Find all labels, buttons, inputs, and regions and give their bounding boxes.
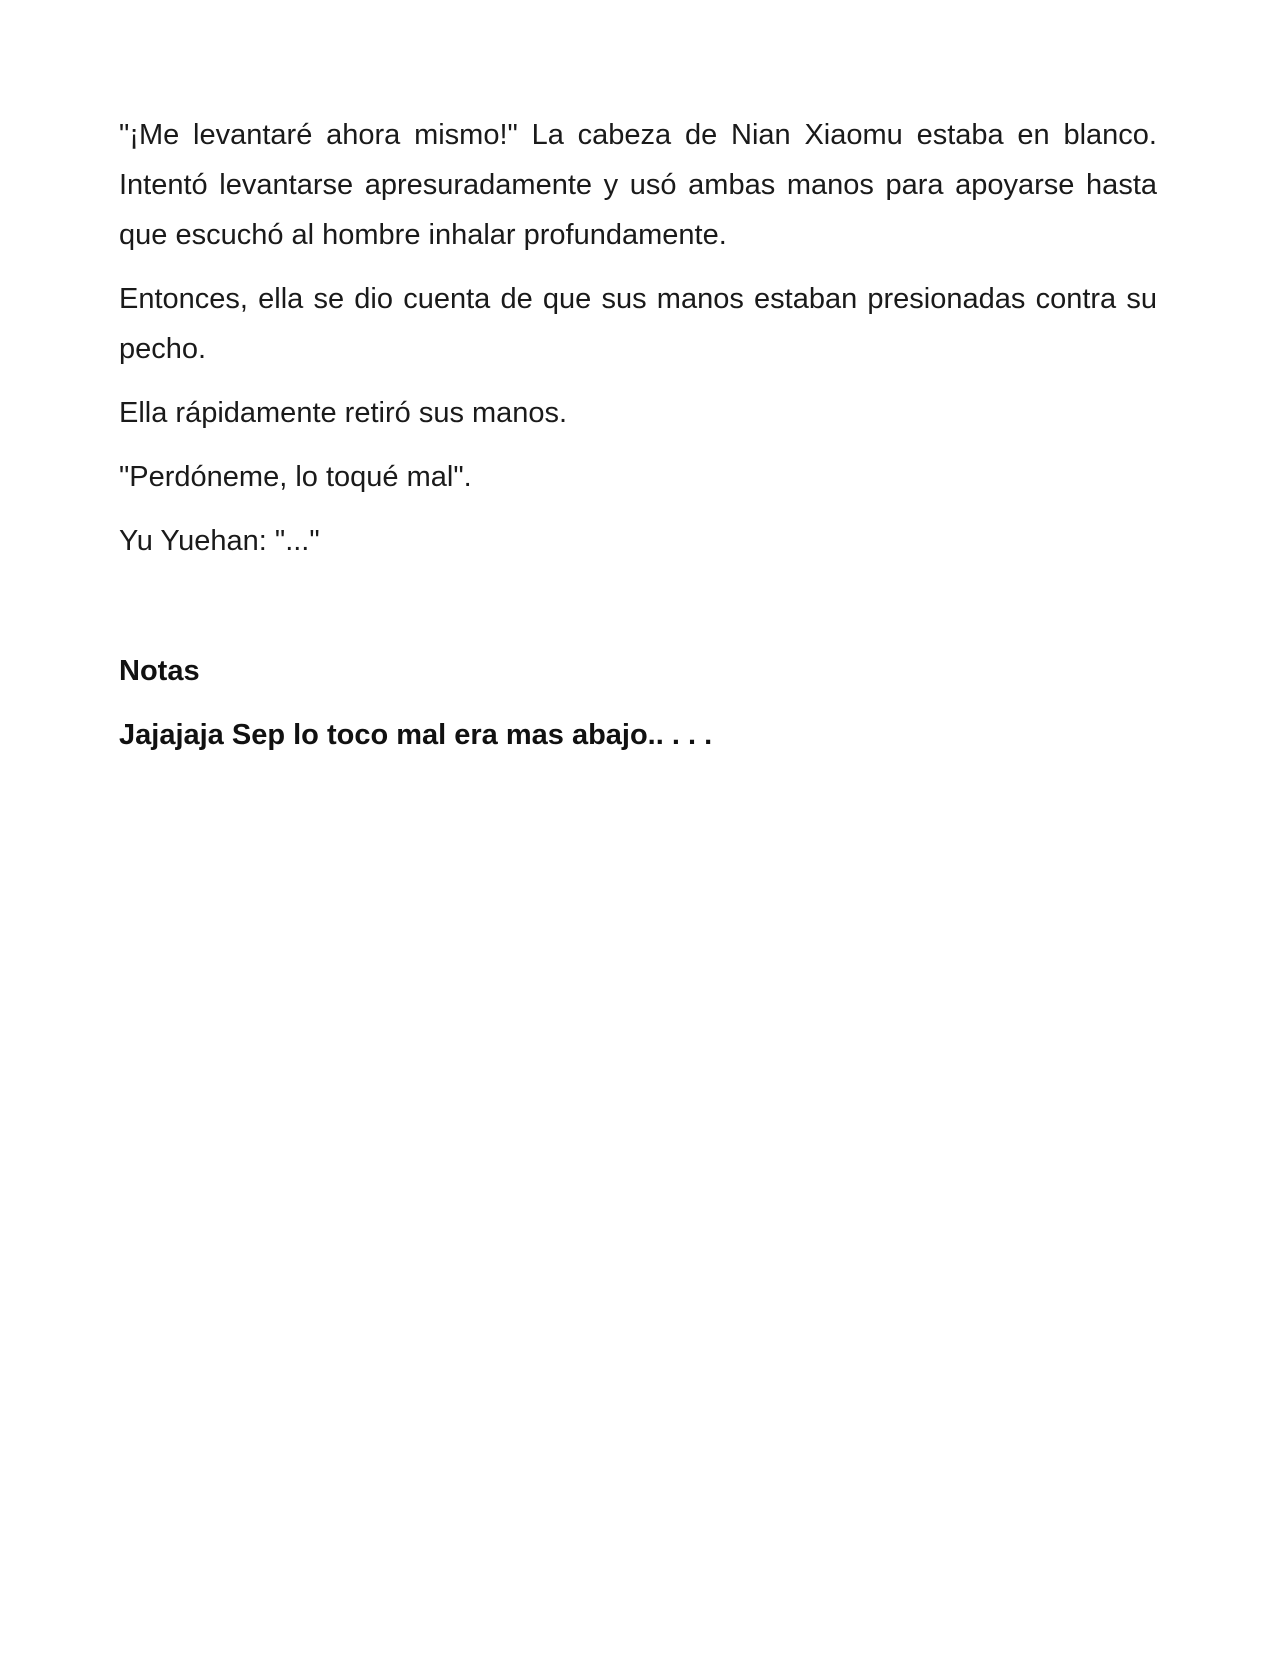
paragraph-1: "¡Me levantaré ahora mismo!" La cabeza de Nian Xiaomu estaba en blanco. Intentó levantarse apresuradamente y usó ambas manos para apoyarse hasta que escuchó al hombre inhalar profundamente. [119, 119, 1157, 251]
section-spacer [119, 580, 1157, 646]
paragraph-2: Entonces, ella se dio cuenta de que sus manos estaban presionadas contra su pecho. [119, 283, 1157, 365]
document-page [119, 110, 1157, 760]
notes-body: Jajajaja Sep lo toco mal era mas abajo.. . . . [119, 719, 713, 751]
paragraph-4: "Perdóneme, lo toqué mal". [119, 461, 472, 493]
paragraph-5: Yu Yuehan: "..." [119, 525, 320, 557]
paragraph-3: Ella rápidamente retiró sus manos. [119, 397, 568, 429]
notes-heading: Notas [119, 655, 200, 687]
